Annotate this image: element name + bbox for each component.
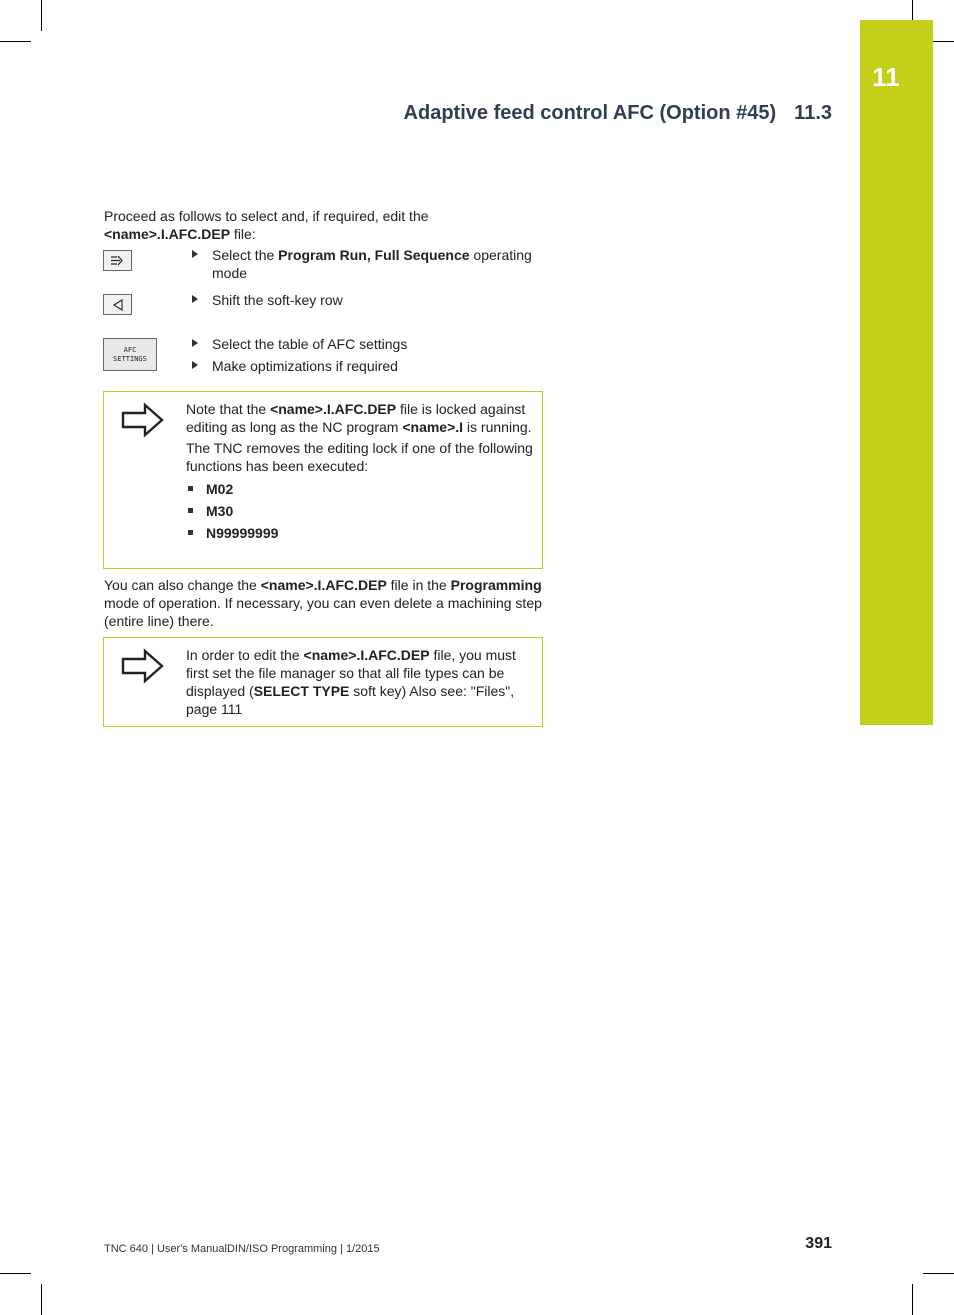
- page-header: [300, 102, 832, 125]
- note-box-lock: [103, 391, 543, 569]
- list-item: [186, 500, 536, 522]
- softkey-line1: AFC: [123, 345, 137, 354]
- step1-mode: Program Run, Full Sequence: [278, 247, 470, 263]
- note1-text-a: Note that the: [186, 401, 271, 417]
- para2-mode: Programming: [450, 577, 542, 593]
- footer-text: TNC 640 | User's ManualDIN/ISO Programming | 1/2015: [104, 1243, 380, 1255]
- note2-text-c[interactable]: soft key) Also see: "Files", page 111: [186, 683, 515, 717]
- note1-program: <name>.I: [402, 419, 464, 435]
- header-section: 11.3: [794, 102, 832, 124]
- step1-prefix: Select the: [212, 247, 279, 263]
- list-item: [186, 478, 536, 500]
- step-bullet-icon: [192, 250, 198, 258]
- chapter-tab: [860, 20, 933, 725]
- square-bullet-icon: [188, 530, 193, 535]
- hint-arrow-icon: [121, 648, 165, 684]
- list-item-text: N99999999: [206, 525, 279, 541]
- step-select-table: [192, 335, 542, 353]
- square-bullet-icon: [188, 486, 193, 491]
- chapter-number: 11: [872, 62, 900, 92]
- shift-softkey-icon: [112, 299, 124, 311]
- step-bullet-icon: [192, 339, 198, 347]
- crop-mark: [41, 0, 42, 31]
- square-bullet-icon: [188, 508, 193, 513]
- list-item-text: M02: [206, 481, 234, 497]
- note2-text-a: In order to edit the: [186, 647, 304, 663]
- para2-text-c: mode of operation. If necessary, you can even delete a machining step (entire line) there.: [104, 595, 542, 629]
- note2-text-b: file, you must first set the file manager so that all file types can be displayed (: [186, 647, 516, 699]
- list-item-text: M30: [206, 503, 234, 519]
- intro-file: <name>.I.AFC.DEP: [104, 226, 231, 242]
- hint-arrow-icon: [121, 402, 165, 438]
- intro-paragraph: [104, 207, 544, 243]
- crop-mark: [0, 1273, 31, 1274]
- note1-text-c: is running.: [463, 419, 532, 435]
- step-bullet-icon: [192, 361, 198, 369]
- para2-text-b: file in the: [386, 577, 451, 593]
- note2-softkey: SELECT TYPE: [253, 683, 350, 699]
- crop-mark: [41, 1284, 42, 1315]
- softkey-line2: SETTINGS: [113, 354, 147, 363]
- note2-file: <name>.I.AFC.DEP: [303, 647, 430, 663]
- step4-text: Make optimizations if required: [212, 358, 398, 374]
- intro-prefix: Proceed as follows to select and, if required, edit the: [104, 208, 429, 224]
- intro-suffix: file:: [230, 226, 256, 242]
- program-run-mode-icon: [109, 254, 126, 267]
- note2-paragraph: [186, 646, 536, 718]
- note1-text-b: file is locked against editing as long as the NC program: [186, 401, 526, 435]
- para2-text-a: You can also change the: [104, 577, 261, 593]
- note1-paragraph2: The TNC removes the editing lock if one of the following functions has been executed:: [186, 440, 533, 474]
- para2-file: <name>.I.AFC.DEP: [260, 577, 387, 593]
- step-optimize: [192, 357, 542, 375]
- crop-mark: [923, 1273, 954, 1274]
- crop-mark: [912, 1284, 913, 1315]
- list-item: [186, 522, 536, 544]
- step3-text: Select the table of AFC settings: [212, 336, 408, 352]
- note-box-file-manager: [103, 637, 543, 727]
- step2-text: Shift the soft-key row: [212, 292, 343, 308]
- crop-mark: [0, 41, 31, 42]
- afc-settings-softkey[interactable]: [103, 338, 157, 371]
- step1-suffix: operating mode: [212, 247, 532, 281]
- step-bullet-icon: [192, 295, 198, 303]
- note1-file: <name>.I.AFC.DEP: [270, 401, 397, 417]
- header-title: Adaptive feed control AFC (Option #45): [403, 102, 777, 124]
- page-number: 391: [805, 1235, 832, 1252]
- programming-paragraph: [104, 576, 544, 630]
- step-select-mode: [192, 246, 542, 282]
- shift-softkey-row-key[interactable]: [103, 294, 132, 315]
- step-shift-softkey: [192, 291, 542, 309]
- note1-paragraph1: [186, 400, 536, 436]
- program-run-key[interactable]: [103, 250, 132, 271]
